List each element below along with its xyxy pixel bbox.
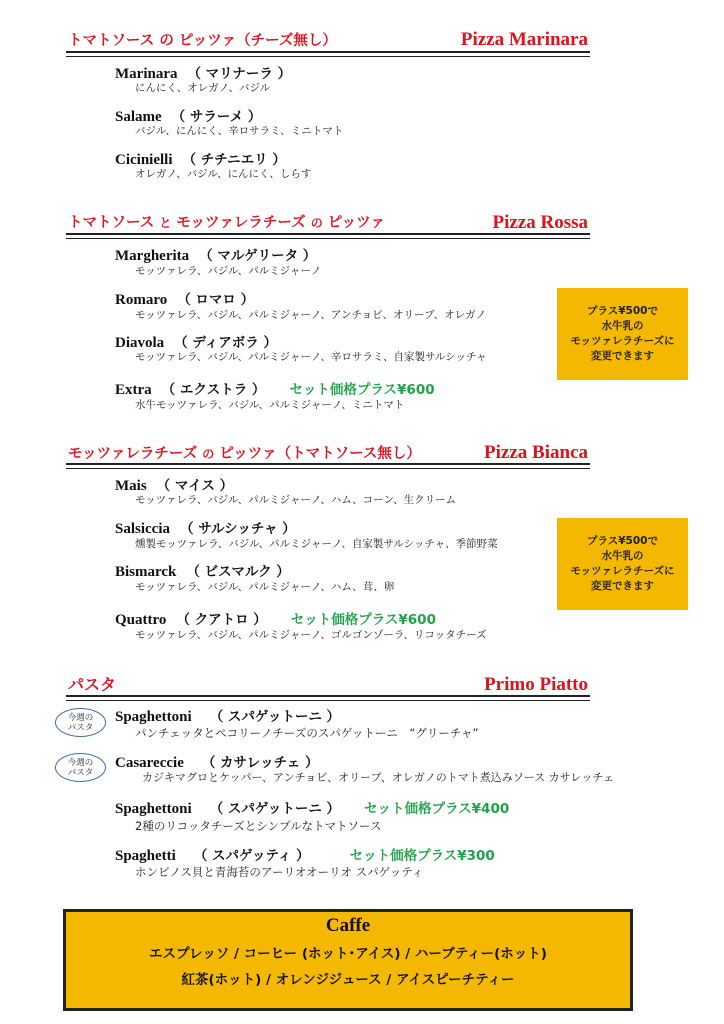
menu-item-desc: オレガノ、バジル、にんにく、しらす [135,168,312,180]
menu-item-name: Salame （ サラーメ ） [115,109,262,125]
menu-item-desc: モッツァレラ、バジル、パルミジャーノ、ゴルゴンゾーラ、リコッタチーズ [135,629,487,641]
section-divider [66,695,590,701]
buffalo-mozzarella-note: プラス¥500で 水牛乳の モッツァレラチーズに 変更できます [557,518,688,610]
section-title-rossa-en: Pizza Rossa [492,212,588,233]
section-divider [66,51,590,57]
menu-item-desc: モッツァレラ、バジル、パルミジャーノ、ハム、コーン、生クリーム [135,494,457,506]
menu-item-name: Mais （ マイス ） [115,478,234,494]
set-price-label: セット価格プラス¥600 [290,612,436,628]
weekly-pasta-badge: 今週の パスタ [55,753,106,782]
menu-item-name: Casareccie （ カサレッチェ ） [115,755,319,771]
menu-item-desc: バジル、にんにく、辛ロサラミ、ミニトマト [135,125,344,137]
menu-item-name: Margherita （ マルゲリータ ） [115,248,317,264]
section-title-marinara-jp: トマトソース の ピッツァ（チーズ無し） [68,33,337,49]
set-price-label: セット価格プラス¥600 [289,382,435,398]
set-price-label: セット価格プラス¥300 [349,848,495,864]
menu-item-desc: モッツァレラ、バジル、パルミジャーノ、アンチョビ、オリーブ、オレガノ [135,309,487,321]
menu-item-desc: 水牛モッツァレラ、バジル、パルミジャーノ、ミニトマト [135,399,405,411]
menu-item-name: Quattro （ クアトロ ） セット価格プラス¥600 [115,612,436,628]
menu-item-desc: にんにく、オレガノ、バジル [135,82,271,94]
menu-item-desc: モッツァレラ、バジル、パルミジャーノ、ハム、茸、卵 [135,581,395,593]
menu-item-name: Bismarck （ ビスマルク ） [115,564,290,580]
caffe-title: Caffe [325,915,371,936]
menu-item-desc: モッツァレラ、バジル、パルミジャーノ、辛ロサラミ、自家製サルシッチャ [135,351,487,363]
menu-item-name: Spaghettoni （ スパゲットーニ ） [115,709,341,725]
menu-item-name: Diavola （ ディアボラ ） [115,335,277,351]
section-title-pasta-jp: パスタ [68,675,117,694]
menu-item-desc: ホンビノス貝と青海苔のアーリオオーリオ スパゲッティ [135,865,424,879]
menu-item-name: Spaghetti （ スパゲッティ ） セット価格プラス¥300 [115,848,495,864]
menu-item-name: Spaghettoni （ スパゲットーニ ） セット価格プラス¥400 [115,801,510,817]
menu-item-name: Extra （ エクストラ ） セット価格プラス¥600 [115,382,435,398]
caffe-box [63,909,633,1011]
section-title-bianca-en: Pizza Bianca [484,442,588,463]
caffe-drinks-line: 紅茶(ホット) / オレンジジュース / アイスピーチティー [181,972,515,988]
section-title-bianca-jp: モッツァレラチーズ の ピッツァ（トマトソース無し） [68,446,421,462]
section-title-rossa-jp: トマトソース と モッツァレラチーズ の ピッツァ [68,215,386,231]
menu-item-desc: パンチェッタとペコリーノチーズのスパゲットーニ “グリーチャ” [135,726,479,740]
section-divider [66,233,590,239]
set-price-label: セット価格プラス¥400 [364,801,510,817]
menu-item-desc: カジキマグロとケッパー、アンチョビ、オリーブ、オレガノのトマト煮込みソース カサレッチェ [142,771,614,784]
menu-item-desc: 燻製モッツァレラ、バジル、パルミジャーノ、自家製サルシッチャ、季節野菜 [135,538,498,550]
section-title-marinara-en: Pizza Marinara [460,29,588,50]
menu-item-desc: モッツァレラ、バジル、パルミジャーノ [135,265,322,277]
menu-item-name: Salsiccia （ サルシッチャ ） [115,521,296,537]
caffe-drinks-line: エスプレッソ / コーヒー (ホット･アイス) / ハーブティー(ホット) [149,946,547,962]
weekly-pasta-badge: 今週の パスタ [55,708,106,737]
buffalo-mozzarella-note: プラス¥500で 水牛乳の モッツァレラチーズに 変更できます [557,288,688,380]
section-divider [66,463,590,469]
menu-item-desc: 2種のリコッタチーズとシンプルなトマトソース [135,819,382,833]
menu-item-name: Cicinielli （ チチニエリ ） [115,152,286,168]
menu-item-name: Romaro （ ロマロ ） [115,292,255,308]
section-title-pasta-en: Primo Piatto [484,674,588,695]
menu-item-name: Marinara （ マリナーラ ） [115,66,292,82]
